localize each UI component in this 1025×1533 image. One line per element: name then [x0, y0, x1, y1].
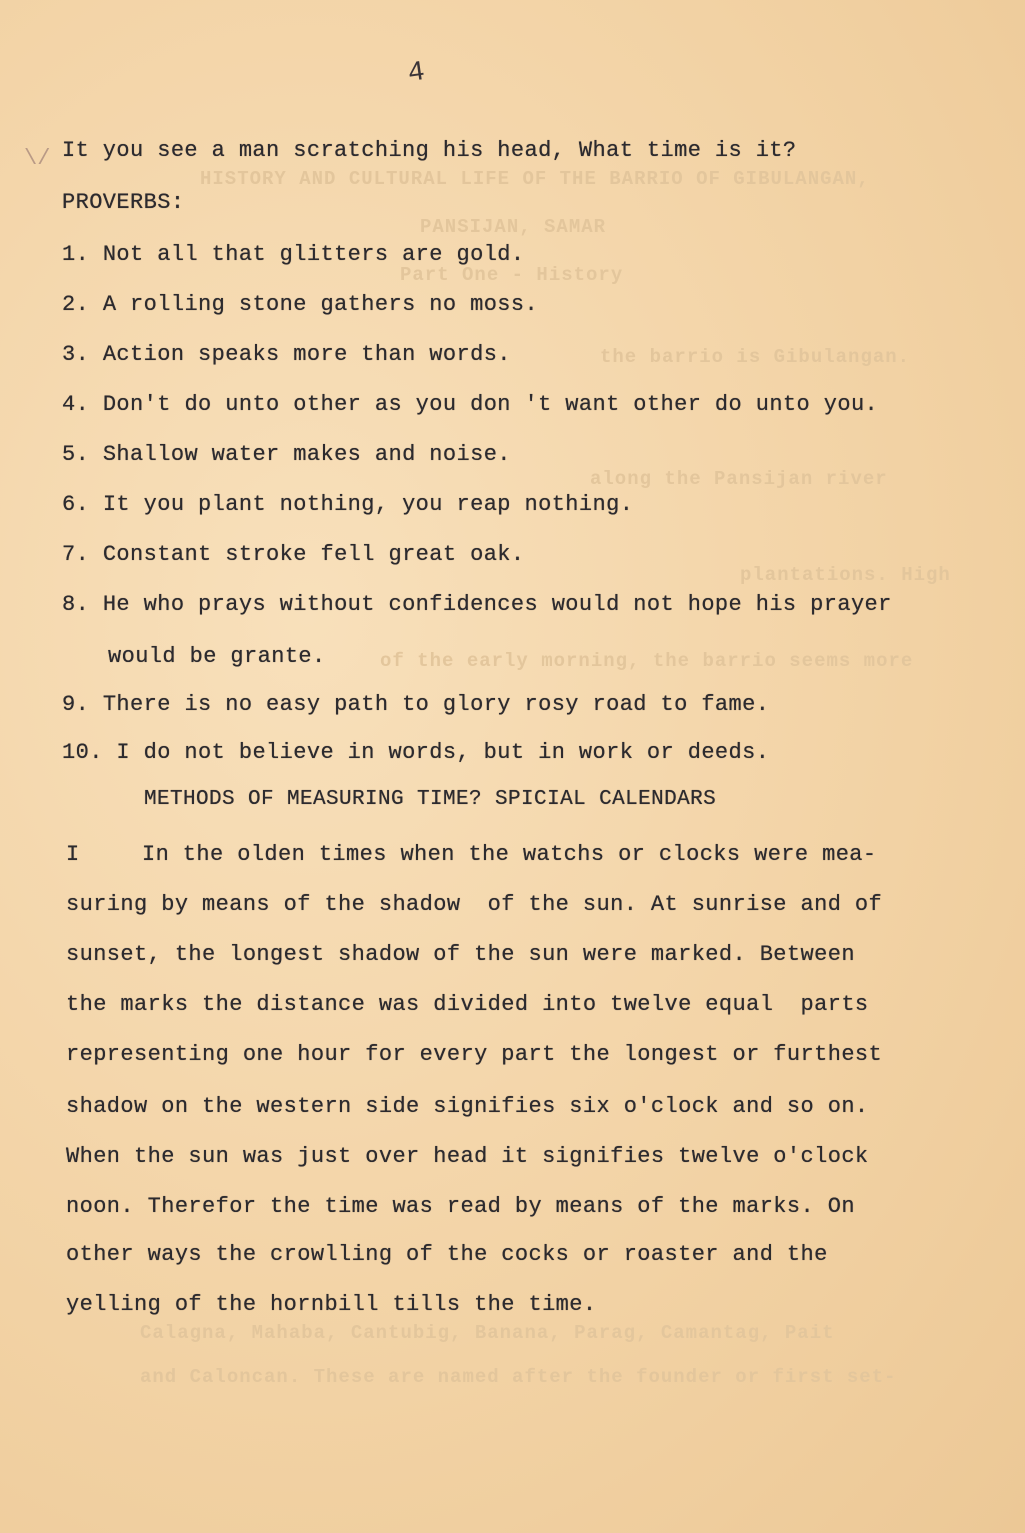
paragraph-line: the marks the distance was divided into twelve equal parts — [66, 992, 869, 1017]
list-item — [62, 692, 769, 717]
list-text: It you plant nothing, you reap nothing. — [102, 492, 634, 517]
paragraph-line: other ways the crowlling of the cocks or roaster and the — [66, 1242, 828, 1267]
bleed-through-line: of the early morning, the barrio seems more — [380, 650, 914, 672]
list-text: I do not believe in words, but in work or deeds. — [116, 740, 770, 765]
list-number: 9. — [62, 692, 90, 717]
list-number: 10. — [62, 740, 103, 765]
bleed-through-line: the barrio is Gibulangan. — [600, 346, 911, 368]
list-text: Constant stroke fell great oak. — [102, 542, 525, 567]
list-text: Action speaks more than words. — [102, 342, 511, 367]
section-heading: METHODS OF MEASURING TIME? SPICIAL CALENDARS — [144, 788, 717, 811]
list-number: 2. — [62, 292, 90, 317]
list-item-continuation — [108, 644, 326, 669]
riddle-line: It you see a man scratching his head, What time is it? — [62, 138, 797, 163]
list-item — [62, 592, 892, 617]
bleed-through-line: Calagna, Mahaba, Cantubig, Banana, Parag, Camantag, Pait — [140, 1322, 835, 1344]
paragraph-line: yelling of the hornbill tills the time. — [66, 1292, 597, 1317]
margin-check-mark: \/ — [24, 146, 51, 171]
bleed-through-line: PANSIJAN, SAMAR — [420, 216, 607, 238]
list-item — [62, 442, 511, 467]
list-number: 8. — [62, 592, 90, 617]
bleed-through-line: Part One - History — [400, 264, 624, 286]
list-item — [62, 242, 525, 267]
list-number: 1. — [62, 242, 90, 267]
list-item — [62, 392, 878, 417]
list-text: There is no easy path to glory rosy road to fame. — [102, 692, 770, 717]
list-number: 3. — [62, 342, 90, 367]
paragraph-line: representing one hour for every part the longest or furthest — [66, 1042, 883, 1067]
list-text: Not all that glitters are gold. — [102, 242, 525, 267]
list-item — [62, 542, 525, 567]
bleed-through-line: plantations. High — [740, 564, 951, 586]
paragraph-line: In the olden times when the watchs or clocks were mea- — [142, 842, 877, 867]
bleed-through-line: along the Pansijan river — [590, 468, 888, 490]
paragraph-line: shadow on the western side signifies six o'clock and so on. — [66, 1094, 869, 1119]
list-text: A rolling stone gathers no moss. — [102, 292, 539, 317]
list-item — [62, 342, 511, 367]
list-number: 6. — [62, 492, 90, 517]
list-text: would be grante. — [108, 644, 326, 669]
list-number: 4. — [62, 392, 90, 417]
list-text: He who prays without confidences would not hope his prayer — [102, 592, 892, 617]
list-text: Don't do unto other as you don 't want other do unto you. — [102, 392, 879, 417]
section-number: I — [66, 842, 80, 867]
list-number: 5. — [62, 442, 90, 467]
list-item — [62, 292, 538, 317]
bleed-through-line: HISTORY AND CULTURAL LIFE OF THE BARRIO OF GIBULANGAN, — [200, 168, 870, 190]
paragraph-line: suring by means of the shadow of the sun. At sunrise and of — [66, 892, 883, 917]
paragraph-line: When the sun was just over head it signifies twelve o'clock — [66, 1144, 869, 1169]
paragraph-line: sunset, the longest shadow of the sun were marked. Between — [66, 942, 855, 967]
page-number: 4 — [405, 56, 427, 91]
list-number: 7. — [62, 542, 90, 567]
list-item — [62, 492, 633, 517]
paragraph-line: noon. Therefor the time was read by means of the marks. On — [66, 1194, 855, 1219]
list-text: Shallow water makes and noise. — [102, 442, 511, 467]
list-item — [62, 740, 769, 765]
proverbs-heading: PROVERBS: — [62, 190, 185, 215]
bleed-through-line: and Caloncan. These are named after the founder or first set- — [140, 1366, 897, 1388]
